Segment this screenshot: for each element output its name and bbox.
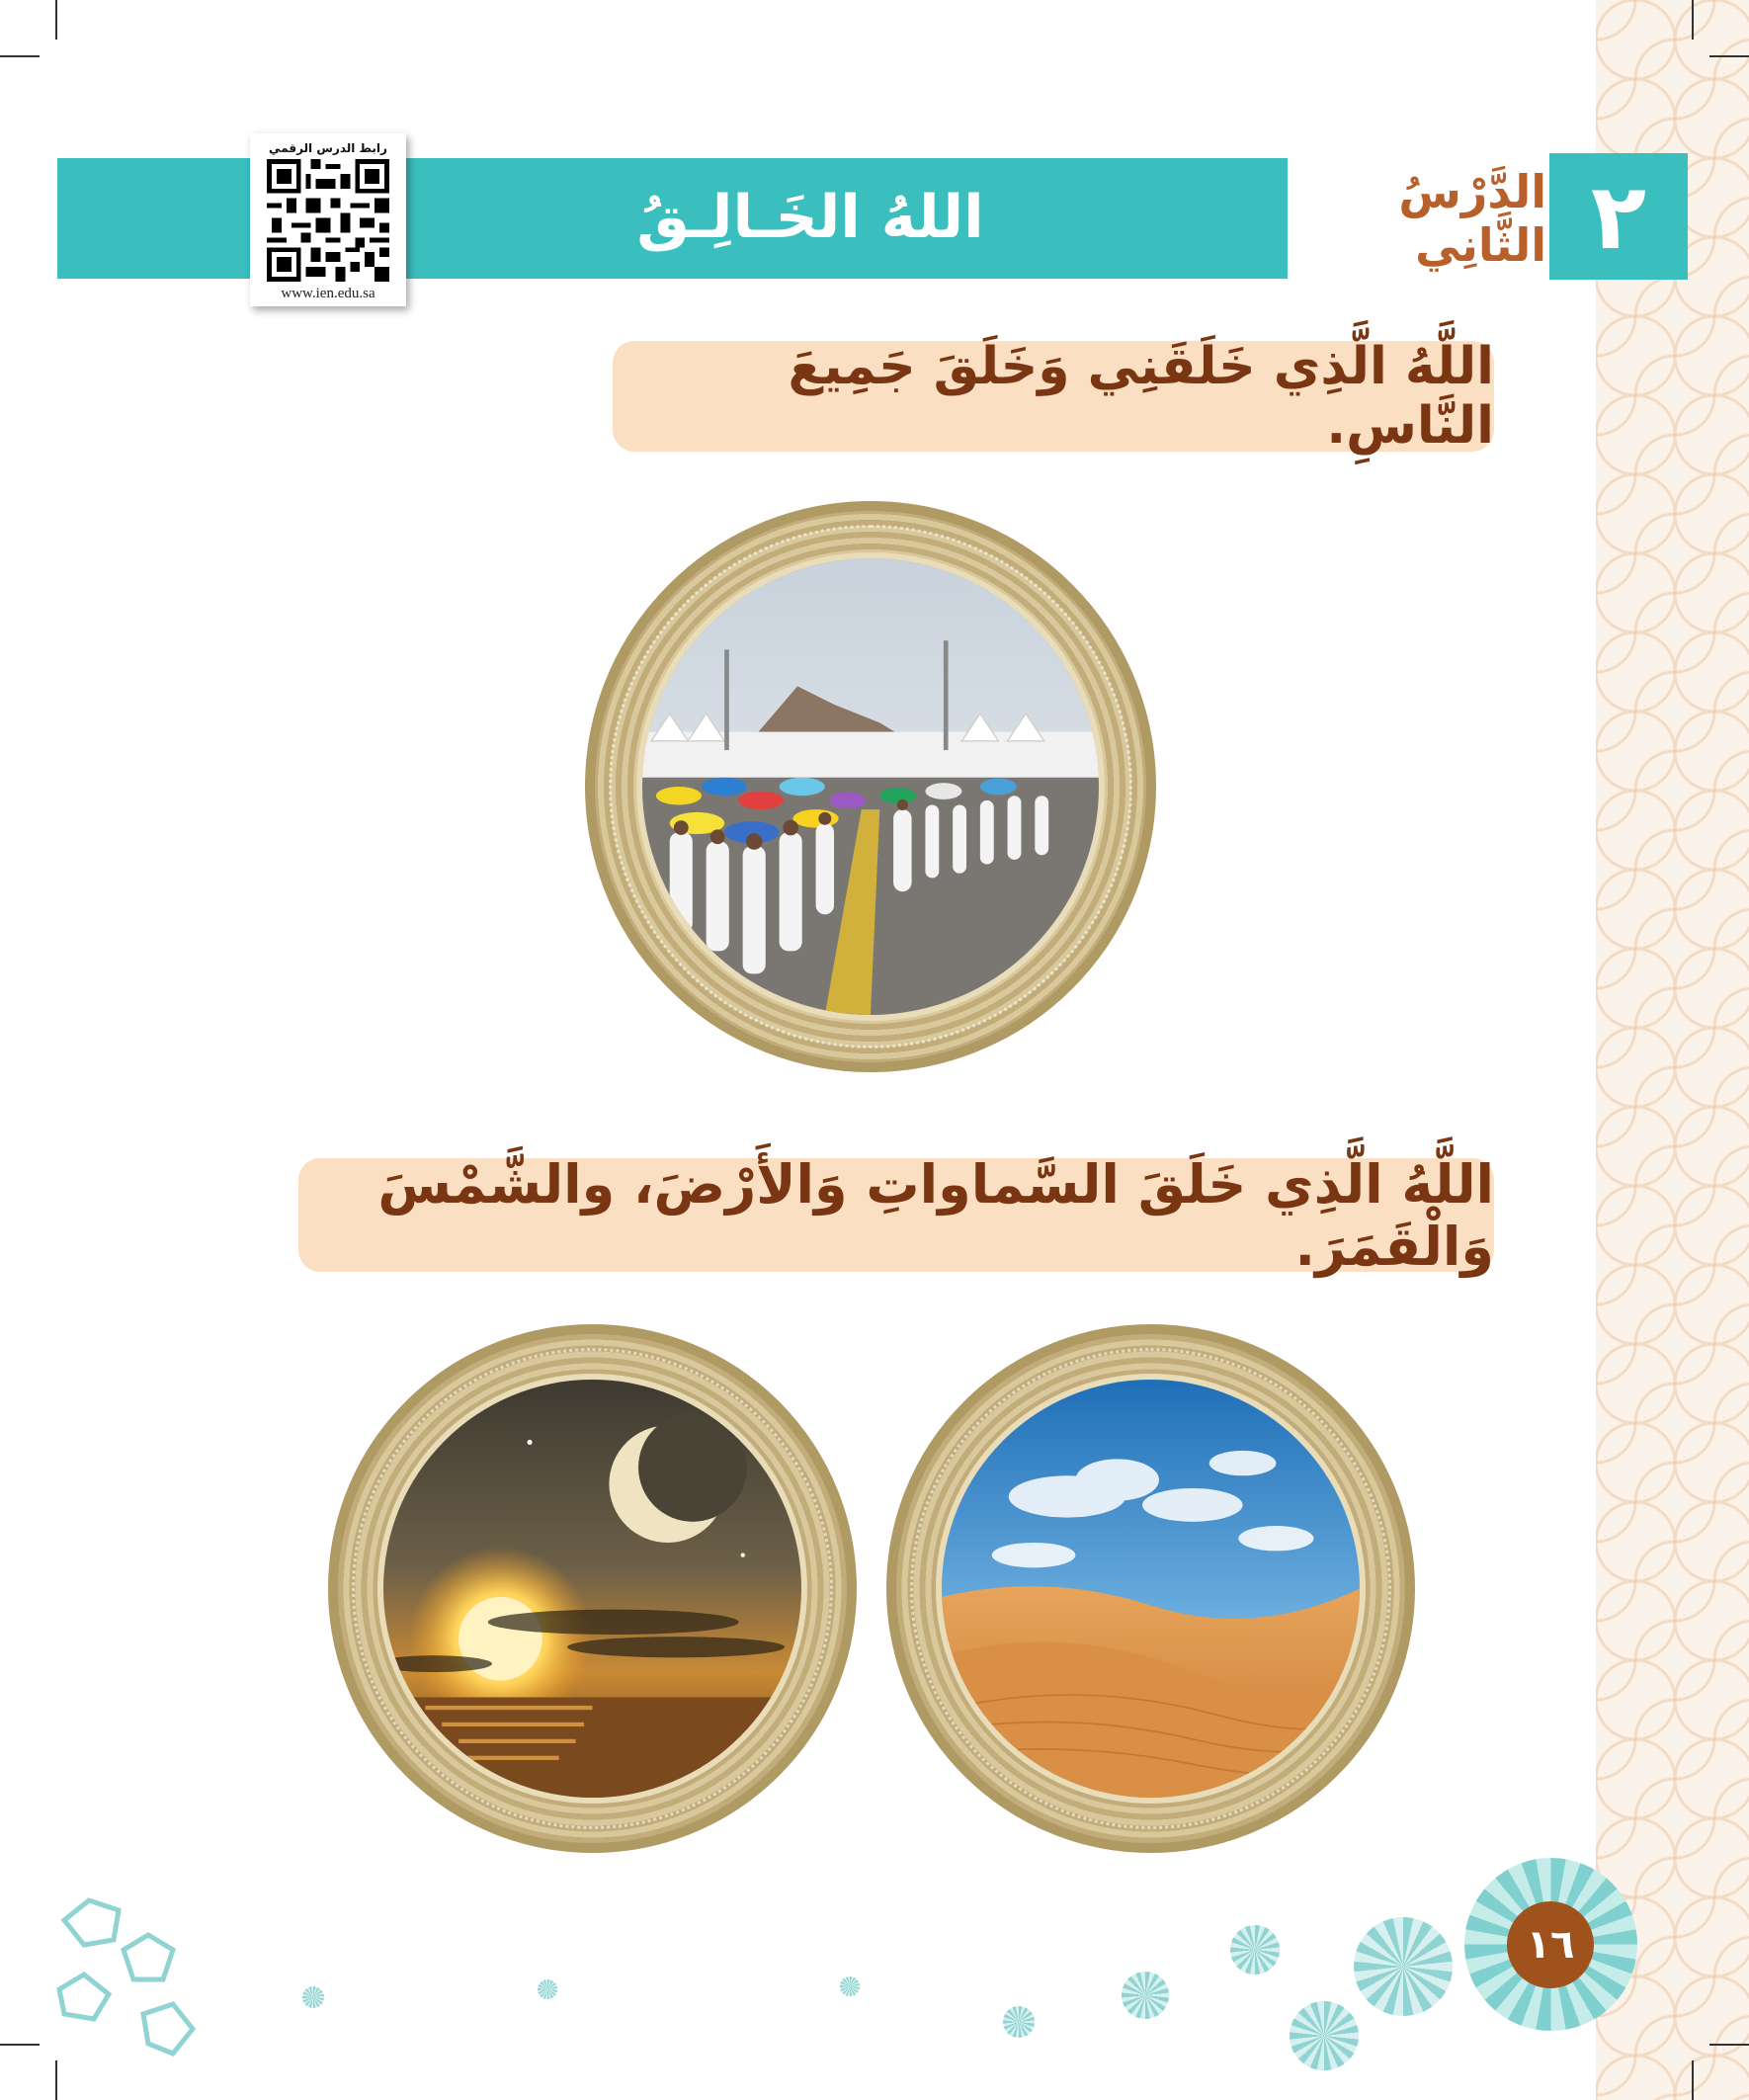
side-pattern-strip xyxy=(1596,0,1749,2100)
crop-mark xyxy=(1692,2060,1694,2100)
crop-mark xyxy=(0,55,40,57)
lesson-label: الدَّرْسُ الثَّانِي xyxy=(1398,165,1546,272)
framed-photo-desert xyxy=(886,1324,1415,1853)
lesson-number: ٢ xyxy=(1549,153,1688,280)
lesson-title: اللهُ الخَـالِـقُ xyxy=(636,183,984,252)
pilgrims-photo xyxy=(636,552,1105,1021)
decorative-rosette xyxy=(1230,1925,1280,1974)
crop-mark xyxy=(1692,0,1694,40)
sentence-creator-of-universe: اللَّهُ الَّذِي خَلَقَ السَّماواتِ وَالأَرْضَ، والشَّمْسَ وَالْقَمَرَ. xyxy=(298,1158,1494,1272)
digital-lesson-link[interactable] xyxy=(250,133,406,306)
decorative-rosette xyxy=(1003,2006,1035,2038)
sunset-moon-photo xyxy=(377,1374,807,1804)
framed-photo-sunset-moon xyxy=(328,1324,857,1853)
decorative-rosette xyxy=(1122,1972,1169,2019)
crop-mark xyxy=(1709,55,1749,57)
crop-mark xyxy=(1709,2044,1749,2046)
framed-photo-pilgrims xyxy=(585,501,1156,1072)
decorative-rosette xyxy=(1354,1917,1453,2016)
decorative-rosette xyxy=(1290,2001,1359,2070)
corner-geometric-ornament xyxy=(54,1895,222,2068)
desert-photo xyxy=(936,1374,1366,1804)
page-number: ١٦ xyxy=(1507,1901,1594,1988)
crop-mark xyxy=(0,2044,40,2046)
decorative-rosette xyxy=(302,1986,324,2008)
crop-mark xyxy=(55,0,57,40)
decorative-rosette xyxy=(538,1979,557,1999)
qr-code-icon[interactable] xyxy=(267,159,389,282)
decorative-rosette xyxy=(840,1976,860,1996)
qr-url[interactable]: www.ien.edu.sa xyxy=(281,286,375,301)
sentence-creator-of-people: اللَّهُ الَّذِي خَلَقَنِي وَخَلَقَ جَمِيعَ النَّاسِ. xyxy=(613,341,1494,452)
qr-caption: رابط الدرس الرقمي xyxy=(269,141,387,155)
